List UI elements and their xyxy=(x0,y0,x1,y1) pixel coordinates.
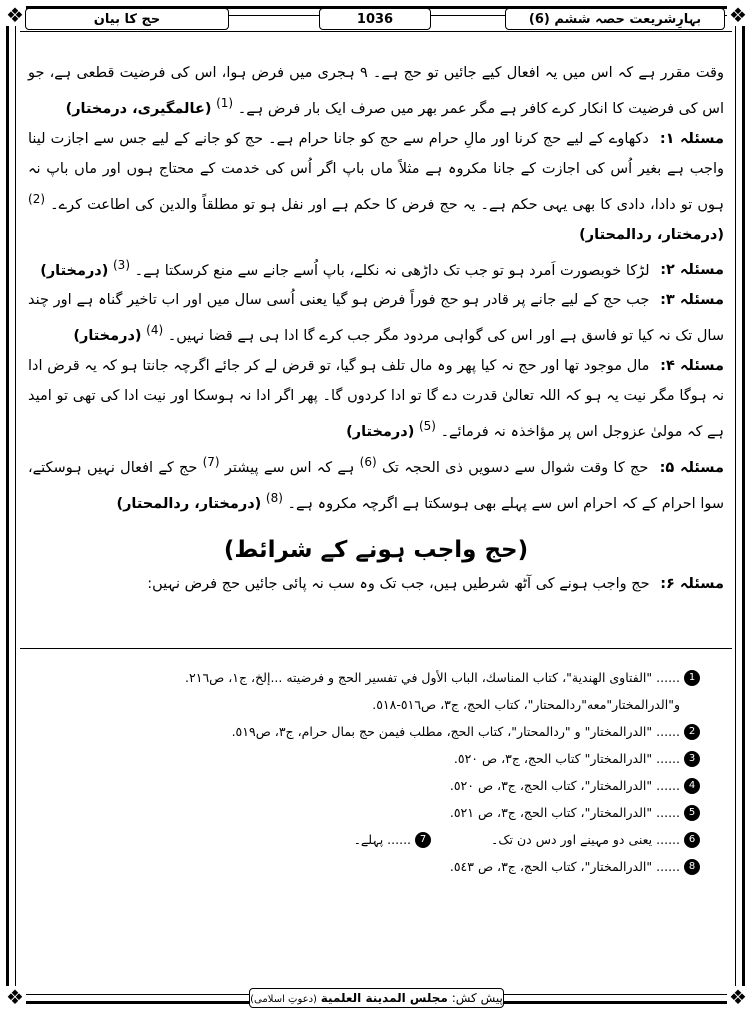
paragraph-intro: وقت مقرر ہے کہ اس میں یہ افعال کیے جائیں تو حج ہے۔ ۹ ہجری میں فرض ہوا، اس کی فرضیت قطعی ہے، جو اس کی فرضیت کا انکار کرے کافر ہے مگر عمر بھر میں صرف ایک بار فرض ہے۔ $^{(1)}$ (عالمگیری، درمختار) xyxy=(28,65,724,117)
footnote-item: 5 ...... "الدرالمختار"، كتاب الحج، ج٣، ص ٥٢١. xyxy=(40,799,700,826)
footnote-number: 5 xyxy=(684,805,700,821)
footnote-number: 2 xyxy=(684,724,700,740)
corner-ornament-icon: ❖ xyxy=(4,986,26,1008)
footnote-number: 1 xyxy=(684,670,700,686)
footnote-number: 4 xyxy=(684,778,700,794)
footnote-item: و"الدرالمختار"معه"ردالمحتار"، كتاب الحج، ج٣، ص٥١٦-٥١٨. xyxy=(372,697,680,712)
footnote-number: 8 xyxy=(684,859,700,875)
footnote-item: 3 ...... "الدرالمختار" كتاب الحج، ج٣، ص ٥٢٠. xyxy=(40,745,700,772)
masla-2: مسئلہ ۲: لڑکا خوبصورت اَمرد ہو تو جب تک داڑھی نہ نکلے، باپ اُسے جانے سے منع کرسکتا ہے۔ $^{(3)}$ (درمختار) xyxy=(40,257,724,279)
footnote-item: 2 ...... "الدرالمختار" و "ردالمحتار"، كتاب الحج، مطلب فيمن حج بمال حرام، ج٣، ص٥١٩. xyxy=(40,718,700,745)
publisher-label: پیش کش: مجلس المدينة العلمية (دعوتِ اسلامی) xyxy=(249,988,504,1008)
header-rule xyxy=(20,31,732,32)
footnote-item: 6 ...... یعنی دو مہینے اور دس دن تک۔ 7 ...... پہلے۔ xyxy=(40,826,700,853)
masla-4: مسئلہ ۴: مال موجود تھا اور حج نہ کیا پھر وہ مال تلف ہو گیا، تو قرض لے کر جائے اگرچہ جانتا ہو کہ یہ قرض ادا نہ ہوگا مگر نیت یہ ہو کہ اللہ تعالیٰ قدرت دے گا تو ادا کردوں گا۔ پھر اگر ادا نہ ہوسکا اور نیت ادا کی تھی تو امید ہے کہ مولیٰ عزوجل اس پر مؤاخذہ نہ فرمائے۔ $^{(5)}$ (درمختار) xyxy=(28,358,725,441)
footnote-number: 7 xyxy=(415,832,431,848)
footnote-rule xyxy=(20,648,732,649)
header-book-title: بہارِشریعت حصہ ششم (6) xyxy=(505,8,725,30)
corner-ornament-icon: ❖ xyxy=(727,986,749,1008)
footnote-item: 8 ...... "الدرالمختار"، كتاب الحج، ج٣، ص ٥٤٣. xyxy=(40,853,700,880)
footnote-number: 3 xyxy=(684,751,700,767)
footnotes xyxy=(40,664,700,880)
masla-3: مسئلہ ۳: جب حج کے لیے جانے پر قادر ہو حج فوراً فرض ہو گیا یعنی اُسی سال میں اور اب تاخیر گناہ ہے اور چند سال تک نہ کیا تو فاسق ہے اور اس کی گواہی مردود مگر جب کرے گا ادا ہی ہے قضا نہیں۔ $^{(4)}$ (درمختار) xyxy=(28,292,724,345)
corner-ornament-icon: ❖ xyxy=(4,4,26,26)
header-page-number: 1036 xyxy=(319,8,431,30)
footnote-item: 4 ...... "الدرالمختار"، كتاب الحج، ج٣، ص ٥٢٠. xyxy=(40,772,700,799)
masla-5: مسئلہ ۵: حج کا وقت شوال سے دسویں ذی الحجہ تک $^{(6)}$ ہے کہ اس سے پیشتر $^{(7)}$ حج کے افعال نہیں ہوسکتے، سوا احرام کے کہ احرام اس سے پہلے بھی ہوسکتا ہے اگرچہ مکروہ ہے۔ $^{(8)}$ (درمختار، ردالمحتار) xyxy=(28,455,725,512)
corner-ornament-icon: ❖ xyxy=(727,4,749,26)
masla-6: مسئلہ ۶: حج واجب ہونے کی آٹھ شرطیں ہیں، جب تک وہ سب نہ پائی جائیں حج فرض نہیں: xyxy=(147,575,724,592)
header-chapter-title: حج کا بیان xyxy=(25,8,229,30)
main-text xyxy=(28,58,724,599)
footnote-item: 1 ...... "الفتاوی الهندية"، كتاب المناسك، الباب الأول في تفسير الحج و فرضيته ...إلخ، ج١، ص٢١٦. xyxy=(40,664,700,691)
footnote-number: 6 xyxy=(684,832,700,848)
masla-1: مسئلہ ۱: دکھاوے کے لیے حج کرنا اور مالِ حرام سے حج کو جانا حرام ہے۔ حج کو جانے کے لیے جس سے اجازت لینا واجب ہے بغیر اُس کی اجازت کے جانا مکروہ ہے مثلاً ماں باپ اگر اُس کی خدمت کے محتاج ہوں اور ماں باپ نہ ہوں تو دادا، دادی کا بھی یہی حکم ہے۔ یہ حج فرض کا حکم ہے اور نفل ہو تو مطلقاً والدین کی اطاعت کرے۔ $^{(2)}$ (درمختار، ردالمحتار) xyxy=(28,130,725,243)
section-heading: (حج واجب ہونے کے شرائط) xyxy=(223,536,529,563)
